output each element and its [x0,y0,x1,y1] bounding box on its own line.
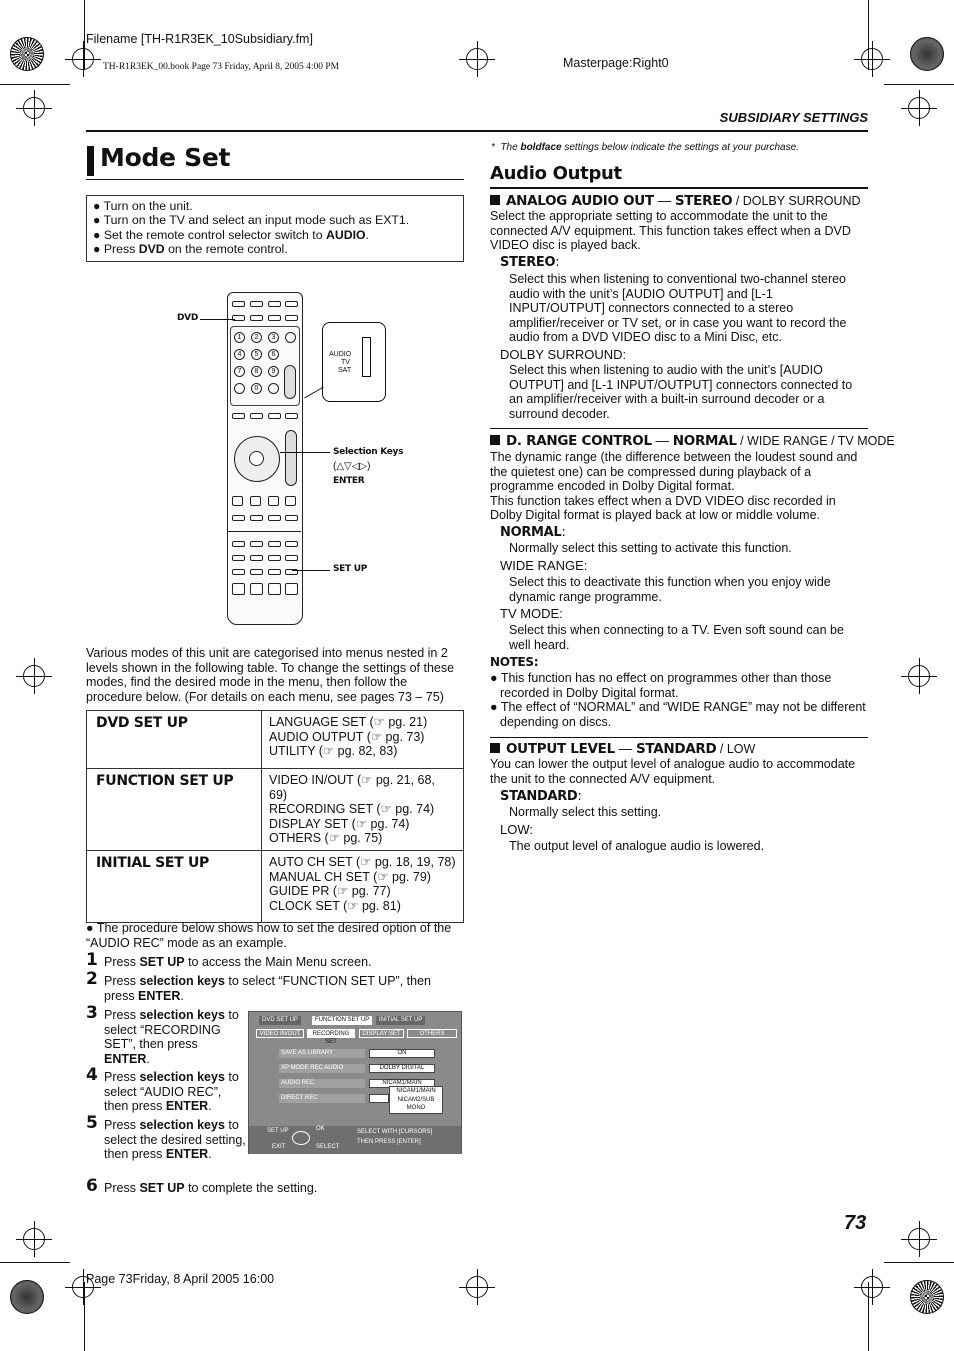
normal-option: NORMAL: [500,525,566,540]
crop-mark [84,0,85,70]
menu-items: AUTO CH SET (☞ pg. 18, 19, 78) MANUAL CH SET (☞ pg. 79) GUIDE PR (☞ pg. 77) CLOCK SET (☞ pg. 81) [262,850,464,922]
osd-hint: THEN PRESS [ENTER] [357,1139,421,1145]
osd-tab: DVD SET UP [259,1016,301,1025]
osd-ok-label: OK [316,1126,325,1132]
registration-target-icon [910,37,944,71]
selection-keys-arrows: (△▽◁▷) [333,461,371,472]
osd-subtab: VIDEO IN/OUT [256,1029,304,1038]
enter-callout: ENTER [333,476,365,486]
prep-bullet: ● Turn on the TV and select an input mode such as EXT1. [93,213,410,228]
masterpage-label: Masterpage:Right0 [563,56,669,70]
menu-items: LANGUAGE SET (☞ pg. 21) AUDIO OUTPUT (☞ pg. 73) UTILITY (☞ pg. 82, 83) [262,711,464,769]
osd-screen-illustration [248,1011,462,1154]
filename-label: Filename [TH-R1R3EK_10Subsidiary.fm] [86,32,313,46]
drange-desc: The dynamic range (the difference between the loudest sound and the quietest one) can be compressed during playback of a programme encoded in Dolby Digital format. This function takes effect when a DVD VIDEO disc recorded in Dolby Digital format is played back at low or middle volume. [490,450,858,523]
osd-row-label: XP MODE REC AUDIO [279,1064,365,1073]
step-text: Press selection keys to select “RECORDING SET”, then press ENTER. [104,1008,239,1066]
osd-row-label: DIRECT REC [279,1094,365,1103]
crosshair-mark-icon [23,1228,45,1250]
wide-range-option: WIDE RANGE: [500,558,588,573]
osd-subtab: DISPLAY SET [359,1029,404,1038]
registration-target-icon [910,1280,944,1314]
crop-mark [884,1262,954,1263]
step-text: Press selection keys to select the desired setting, then press ENTER. [104,1118,246,1162]
divider [490,737,868,738]
step-number: 4 [86,1065,98,1085]
osd-dropdown: NICAM1/MAIN NICAM2/SUB MONO [389,1086,443,1114]
crosshair-mark-icon [861,1276,883,1298]
crosshair-mark-icon [23,665,45,687]
prep-bullet: ● Press DVD on the remote control. [93,242,288,257]
switch-zoom-box [322,322,386,402]
crosshair-mark-icon [72,48,94,70]
osd-row-value: DOLBY DIGITAL [369,1064,435,1073]
section-header: SUBSIDIARY SETTINGS [719,110,868,125]
setup-callout: SET UP [333,564,368,574]
registration-target-icon [10,37,44,71]
osd-row-label: SAVE AS LIBRARY [279,1049,365,1058]
menu-name: INITIAL SET UP [87,850,262,922]
osd-setup-label: SET UP [267,1128,289,1134]
osd-tab: FUNCTION SET UP [312,1016,372,1025]
menu-table [86,710,464,923]
page-number: 73 [844,1212,867,1234]
prep-bullet: ● Turn on the unit. [93,199,193,213]
boldface-note: * The boldface settings below indicate the settings at your purchase. [491,142,799,153]
osd-hint: SELECT WITH [CURSORS] [357,1129,433,1135]
title-bar [87,146,94,176]
crop-mark [868,1282,869,1351]
osd-row-label: AUDIO REC [279,1079,365,1088]
audio-output-title: Audio Output [490,163,622,184]
crosshair-mark-icon [908,1228,930,1250]
tv-mode-option: TV MODE: [500,606,563,621]
crop-mark [868,0,869,70]
prep-bullet: ● Set the remote control selector switch to AUDIO. [93,227,370,242]
step-number: 2 [86,969,98,989]
osd-exit-label: EXIT [272,1144,286,1150]
note-item: ● This function has no effect on programmes other than those recorded in Dolby Digital format. [490,671,832,700]
setup-leader [292,570,330,571]
crosshair-mark-icon [908,97,930,119]
step-number: 6 [86,1176,98,1196]
osd-subtab: RECORDING SET [307,1029,355,1038]
step-number: 3 [86,1003,98,1023]
normal-desc: Normally select this setting to activate this function. [509,541,792,555]
switch-leader [304,387,324,399]
step-number: 1 [86,950,98,970]
crosshair-mark-icon [23,97,45,119]
crosshair-mark-icon [861,48,883,70]
step-text: Press SET UP to complete the setting. [104,1181,318,1195]
osd-select-label: SELECT [316,1144,340,1150]
osd-row-value: NICAM1/MAIN [369,1079,435,1088]
low-desc: The output level of analogue audio is lowered. [509,839,765,853]
dolby-surround-option: DOLBY SURROUND: [500,347,627,362]
analog-desc: Select the appropriate setting to accommodate the unit to the connected A/V equipment. This function takes effect when a DVD VIDEO disc is played back. [490,209,851,253]
osd-subtab: OTHERS [407,1029,457,1038]
switch-label-audio: AUDIO [329,351,352,358]
book-line: TH-R1R3EK_00.book Page 73 Friday, April 8, 2005 4:00 PM [103,62,340,72]
standard-desc: Normally select this setting. [509,805,662,819]
section-rule [490,187,868,189]
crosshair-mark-icon [908,665,930,687]
tv-mode-desc: Select this when connecting to a TV. Even soft sound can be well heard. [509,623,844,652]
dvd-callout: DVD [177,313,199,323]
osd-row-value [369,1094,389,1103]
menu-name: FUNCTION SET UP [87,769,262,851]
step-number: 5 [86,1113,98,1133]
drange-heading: D. RANGE CONTROL — NORMAL / WIDE RANGE / TV MODE [490,433,895,449]
dvd-leader [200,319,235,320]
osd-row-value: ON [369,1049,435,1058]
remote-control-illustration: 1 2 3 4 5 6 7 8 9 0 [227,292,303,625]
step-text: Press SET UP to access the Main Menu screen. [104,955,372,969]
selection-keys-leader [280,452,330,453]
notes-title: NOTES: [490,655,539,669]
crosshair-mark-icon [466,1276,488,1298]
low-option: LOW: [500,822,533,837]
crop-mark [84,1282,85,1351]
step-text: Press selection keys to select “FUNCTION SET UP”, then press ENTER. [104,974,431,1003]
footer-print-line: Page 73Friday, 8 April 2005 16:00 [86,1272,275,1286]
crop-mark [0,84,70,85]
standard-option: STANDARD: [500,789,582,804]
stereo-desc: Select this when listening to conventional two-channel stereo audio with the unit’s [AUDIO OUTPUT] and [L-1 INPUT/OUTPUT] connectors connected to a stereo amplifier/receiver or TV set, or in case you want to record the audio from a DVD VIDEO disc to a Mini Disc, etc. [509,272,847,345]
output-level-heading: OUTPUT LEVEL — STANDARD / LOW [490,741,755,757]
switch-label-tv: TV [341,359,350,366]
note-item: ● The effect of “NORMAL” and “WIDE RANGE” may not be different depending on discs. [490,700,866,729]
header-rule [86,130,868,132]
analog-audio-heading: ANALOG AUDIO OUT — STEREO / DOLBY SURROUND [490,193,861,209]
procedure-note: ● The procedure below shows how to set the desired option of the “AUDIO REC” mode as an example. [86,921,452,950]
dolby-surround-desc: Select this when listening to audio with the unit’s [AUDIO OUTPUT] and [L-1 INPUT/OUTPUT] connectors connected to an amplifier/receiver with a built-in surround decoder or a surround decoder. [509,363,853,421]
crosshair-mark-icon [466,48,488,70]
menu-intro: Various modes of this unit are categorised into menus nested in 2 levels shown in the following table. To change the settings of these modes, find the desired mode in the menu, then follow the procedure below. (For details on each menu, see pages 73 – 75) [86,646,455,704]
preparation-box [86,195,464,262]
switch-label-sat: SAT [338,367,352,374]
registration-target-icon [10,1280,44,1314]
stereo-option: STEREO: [500,255,560,270]
page-title: Mode Set [100,143,231,172]
wide-range-desc: Select this to deactivate this function when you enjoy wide dynamic range programme. [509,575,831,604]
crop-mark [884,84,954,85]
selection-keys-callout: Selection Keys [333,447,404,457]
divider [490,428,868,429]
osd-cursor-icon [292,1131,310,1145]
menu-items: VIDEO IN/OUT (☞ pg. 21, 68, 69) RECORDING SET (☞ pg. 74) DISPLAY SET (☞ pg. 74) OTHERS (☞ pg. 75) [262,769,464,851]
title-rule [86,179,464,180]
switch-slider [362,337,371,377]
osd-tab: INITIAL SET UP [376,1016,425,1025]
output-level-desc: You can lower the output level of analogue audio to accommodate the unit to the connected A/V equipment. [490,757,856,786]
crop-mark [0,1262,70,1263]
step-text: Press selection keys to select “AUDIO REC”, then press ENTER. [104,1070,239,1114]
menu-name: DVD SET UP [87,711,262,769]
